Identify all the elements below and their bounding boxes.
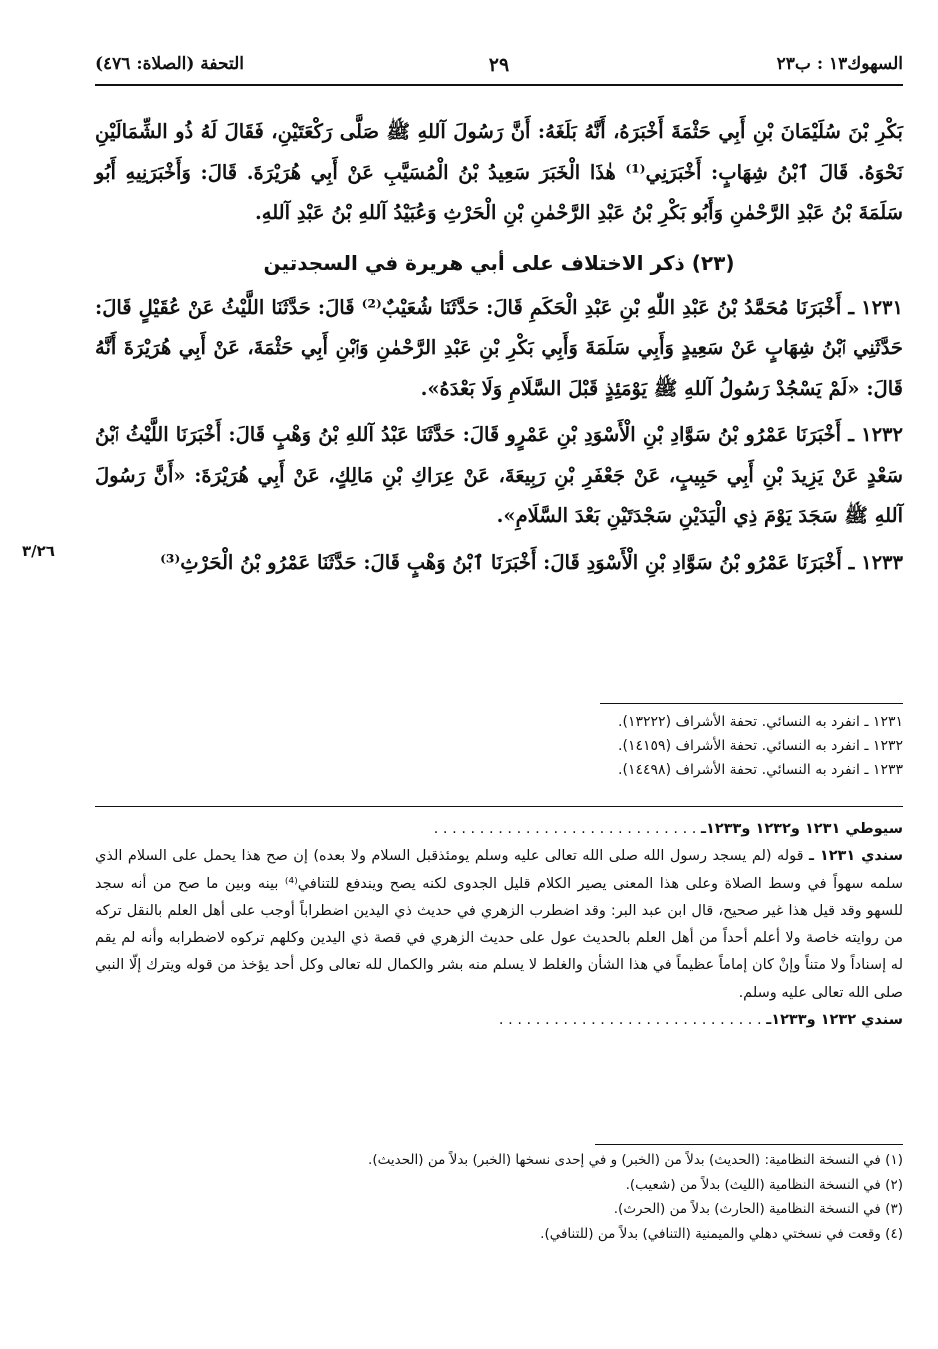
hadith-1231-isnad: ١٢٣١ ـ أَخْبَرَنَا مُحَمَّدُ بْنُ عَبْدِ اللّٰهِ بْنِ عَبْدِ الْحَكَمِ قَالَ: حَدَّثَنَا شُعَيْبٌ⁽²⁾ قَالَ: حَدَّثَنَا اللَّيْثُ عَنْ عُقَيْلٍ قَالَ: حَدَّثَنِي ٱبْنُ شِهَابٍ عَنْ سَعِيدٍ وَأَبِي سَلَمَةَ وَأَبِي بَكْرِ بْنِ عَبْدِ الرَّحْمٰنِ وَٱبْنِ أَبِي حَثْمَةَ، عَنْ أَبِي هُرَيْرَةَ أَنَّهُ قَالَ: [95,295,903,400]
takhrij-notes [503,710,903,782]
page-header [95,48,903,86]
hadith-1232-isnad: ١٢٣٢ ـ أَخْبَرَنَا عَمْرُو بْنُ سَوَّادِ بْنِ الْأَسْوَدِ بْنِ عَمْرٍو قَالَ: حَدَّثَنَا عَبْدُ آللهِ بْنُ وَهْبٍ قَالَ: أَخْبَرَنَا اللَّيْثُ ٱبْنُ سَعْدٍ عَنْ يَزِيدَ بْنِ أَبِي حَبِيبٍ، عَنْ جَعْفَرِ بْنِ رَبِيعَةَ، عَنْ عِرَاكِ بْنِ مَالِكٍ، عَنْ أَبِي هُرَيْرَةَ: [95,423,903,487]
commentary-divider [95,806,903,807]
footnotes [283,1148,903,1246]
page-number: ٢٩ [488,54,510,76]
sindi-1232-label: سندي ١٢٣٢ و١٢٣٣ـ [766,1012,903,1029]
margin-reference: ٣/٢٦ [22,542,55,560]
header-tuhfa-ref: التحفة (الصلاة: ٤٧٦) [95,54,245,74]
footnote: (٣) في النسخة النظامية (الحارث) بدلاً من (الحرث). [613,1201,903,1217]
takhrij-item: ١٢٣١ ـ انفرد به النسائي. تحفة الأشراف (١٣٢٢٢). [618,714,903,730]
suyuti-line [95,816,903,843]
dots: . . . . . . . . . . . . . . . . . . . . . . . . . . . . . [498,1012,762,1029]
hadith-1233: ١٢٣٣ ـ أَخْبَرَنَا عَمْرُو بْنُ سَوَّادِ بْنِ الْأَسْوَدِ قَالَ: أَخْبَرَنَا ٱبْنُ وَهْبٍ قَالَ: حَدَّثَنَا عَمْرُو بْنُ الْحَرْثِ⁽³⁾ [160,550,903,574]
takhrij-divider [600,703,903,704]
hadith-1231 [95,288,903,410]
suyuti-label: سيوطي ١٢٣١ و١٢٣٢ و١٢٣٣ـ [701,821,903,837]
footnote: (٢) في النسخة النظامية (الليث) بدلاً من (شعيب). [625,1176,903,1193]
sindi-1231-text: قوله (لم يسجد رسول الله صلى الله تعالى عليه وسلم يومئذقبل السلام ولا بعده) إن صح هذا يحمل على السلام الذي سلمه سهواً في وسط الصلاة وعلى هذا المعنى يصير الكلام قليل الجدوى لكنه يصح ويندفع للتنافي⁽⁴⁾ بينه وبين ما صح من أنه سجد للسهو وقد قيل هذا غير صحيح، قال ابن عبد البر: وقد اضطرب الزهري في حديث ذي اليدين اضطراباً أوجب على أهل العلم بالنقل تركه من روايته خاصة ولا أعلم أحداً من أهل العلم بالحديث عول على حديث الزهري في قصة ذي اليدين وكلهم تركوه لاضطرابه وأنه لم يقم له إسناداً ولا متناً وإنْ كان إماماً عظيماً في هذا الشأن والغلط لا يسلم منه بشر والكمال لله تعالى وكل أحد يؤخذ من قوله ويترك إلّا النبي صلى الله تعالى عليه وسلم. [95,848,903,1001]
footnote: (٤) وقعت في نسختي دهلي والميمنية (التنافي) بدلاً من (للتنافي). [540,1225,903,1242]
intro-paragraph: بَكْرِ بْنَ سُلَيْمَانَ بْنِ أَبِي حَثْمَةَ أَخْبَرَهُ، أَنَّهُ بَلَغَهُ: أَنَّ رَسُولَ آللهِ ﷺ صَلَّى رَكْعَتَيْنِ، فَقَالَ لَهُ ذُو الشِّمَالَيْنِ نَحْوَهُ. قَالَ ٱبْنُ شِهَابٍ: أَخْبَرَنِي⁽¹⁾ هٰذَا الْخَبَرَ سَعِيدُ بْنُ الْمُسَيَّبِ عَنْ أَبِي هُرَيْرَةَ. قَالَ: وَأَخْبَرَنِيهِ أَبُو سَلَمَةَ بْنُ عَبْدِ الرَّحْمٰنِ وَأَبُو بَكْرِ بْنُ عَبْدِ الرَّحْمٰنِ بْنِ الْحَرْثِ وَعُبَيْدُ آللهِ بْنُ عَبْدِ آللهِ. [95,120,903,224]
sindi-1231 [95,843,903,1007]
footnotes-divider [595,1144,903,1145]
sindi-1232-line [95,1007,903,1034]
takhrij-item: ١٢٣٢ ـ انفرد به النسائي. تحفة الأشراف (١٤١٥٩). [618,738,903,754]
header-manuscript-ref: السهوك١٣ : ب٢٣ [776,54,903,74]
main-text [95,112,903,583]
footnote: (١) في النسخة النظامية: (الحديث) بدلاً من (الخبر) و في إحدى نسخها (الخبر) بدلاً من (الحديث). [368,1152,903,1168]
dots: . . . . . . . . . . . . . . . . . . . . . . . . . . . . . [433,821,697,837]
hadith-1232-matn: «أَنَّ رَسُولَ آللهِ ﷺ سَجَدَ يَوْمَ ذِي الْيَدَيْنِ سَجْدَتَيْنِ بَعْدَ السَّلَامِ». [95,463,903,527]
sindi-1231-label: سندي ١٢٣١ ـ [809,848,903,865]
takhrij-item: ١٢٣٣ ـ انفرد به النسائي. تحفة الأشراف (١٤٤٩٨). [618,762,903,778]
hadith-1232 [95,415,903,537]
hadith-1231-matn: «لَمْ يَسْجُدْ رَسُولُ آللهِ ﷺ يَوْمَئِذٍ قَبْلَ السَّلَامِ وَلَا بَعْدَهُ». [420,376,860,400]
section-heading: (٢٣) ذكر الاختلاف على أبي هريرة في السجدتين [263,250,735,275]
commentary-section [95,816,903,1034]
